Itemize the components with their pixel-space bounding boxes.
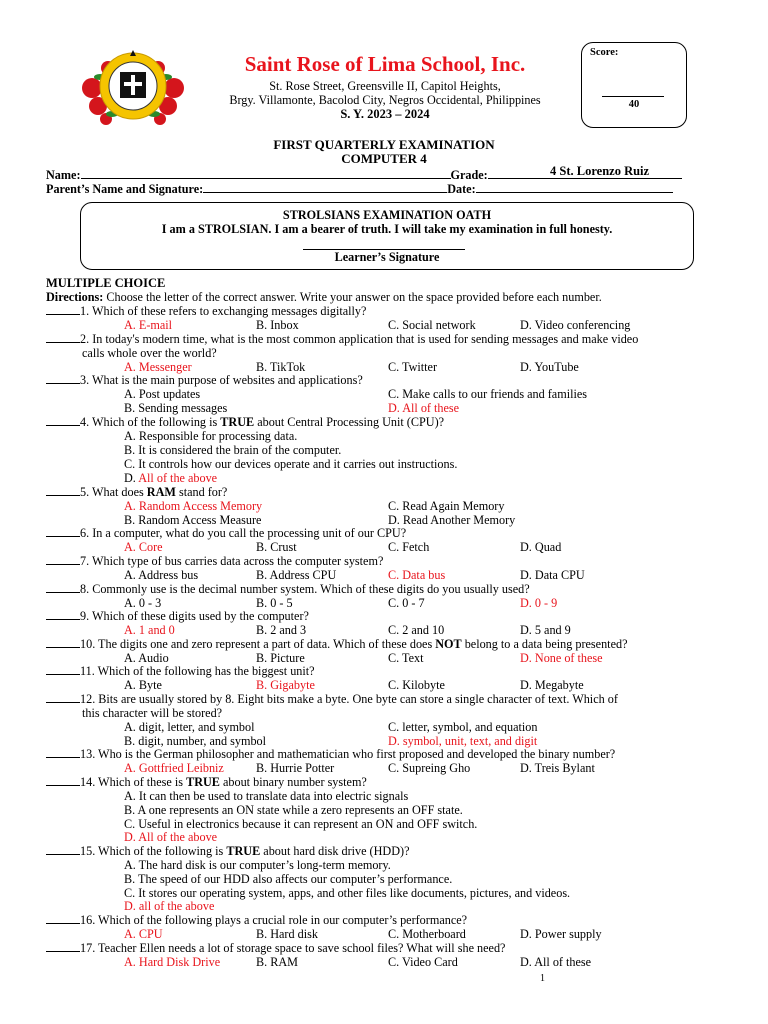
directions-label: Directions:: [46, 290, 104, 304]
option: D. 5 and 9: [520, 623, 571, 637]
answer-blank[interactable]: [46, 747, 80, 758]
school-logo: [78, 44, 188, 126]
directions-text: Choose the letter of the correct answer. Write your answer on the space provided before each number.: [103, 290, 602, 304]
option: A. Audio: [124, 651, 169, 665]
option: A. Hard Disk Drive: [124, 955, 221, 969]
answer-blank[interactable]: [46, 332, 80, 343]
date-label: Date:: [447, 182, 476, 196]
signature-label: Learner’s Signature: [334, 250, 440, 264]
option: C. letter, symbol, and equation: [388, 720, 538, 734]
option: D. Quad: [520, 540, 562, 554]
option: A. The hard disk is our computer’s long-term memory.: [124, 858, 391, 872]
option: A. E-mail: [124, 318, 173, 332]
option: C. It stores our operating system, apps, and other files like documents, pictures, and videos.: [124, 886, 571, 900]
option: C. Text: [388, 651, 424, 665]
question-17: 17. Teacher Ellen needs a lot of storage space to save school files? What will she need?: [46, 941, 505, 956]
option: D. All of the above: [124, 471, 218, 485]
question-12: 12. Bits are usually stored by 8. Eight bits make a byte. One byte can store a single character of text. Which of: [46, 692, 618, 707]
option: A. Responsible for processing data.: [124, 429, 298, 443]
option: C. Kilobyte: [388, 678, 445, 692]
question-4: 4. Which of the following is TRUE about Central Processing Unit (CPU)?: [46, 415, 444, 430]
name-field[interactable]: [81, 167, 451, 179]
option: A. 1 and 0: [124, 623, 175, 637]
score-box: [581, 42, 687, 128]
option: B. A one represents an ON state while a zero represents an OFF state.: [124, 803, 463, 817]
option: C. Supreing Gho: [388, 761, 471, 775]
option: D. symbol, unit, text, and digit: [388, 734, 538, 748]
option: D. Power supply: [520, 927, 602, 941]
question-10: 10. The digits one and zero represent a part of data. Which of these does NOT belong to a data being presented?: [46, 637, 627, 652]
name-label: Name:: [46, 168, 81, 182]
question-11: 11. Which of the following has the biggest unit?: [46, 664, 315, 679]
parent-row: [46, 181, 673, 197]
answer-blank[interactable]: [46, 373, 80, 384]
option: B. digit, number, and symbol: [124, 734, 267, 748]
parent-field[interactable]: [203, 181, 447, 193]
option: D. Treis Bylant: [520, 761, 595, 775]
option: B. RAM: [256, 955, 298, 969]
school-name: Saint Rose of Lima School, Inc.: [244, 52, 526, 76]
option: A. Messenger: [124, 360, 192, 374]
score-total: 40: [628, 99, 640, 110]
option: A. digit, letter, and symbol: [124, 720, 255, 734]
option: C. Video Card: [388, 955, 458, 969]
option: D. Video conferencing: [520, 318, 631, 332]
option: D. YouTube: [520, 360, 579, 374]
option: A. Address bus: [124, 568, 199, 582]
parent-label: Parent’s Name and Signature:: [46, 182, 204, 196]
option: B. It is considered the brain of the computer.: [124, 443, 342, 457]
question-9: 9. Which of these digits used by the computer?: [46, 609, 309, 624]
option: B. The speed of our HDD also affects our computer’s performance.: [124, 872, 453, 886]
question-8: 8. Commonly use is the decimal number system. Which of these digits do you usually used?: [46, 582, 530, 597]
option: A. Random Access Memory: [124, 499, 263, 513]
option: A. Core: [124, 540, 163, 554]
section-title: MULTIPLE CHOICE: [46, 276, 166, 290]
question-6: 6. In a computer, what do you call the processing unit of our CPU?: [46, 526, 406, 541]
option: B. Sending messages: [124, 401, 228, 415]
question-3: 3. What is the main purpose of websites and applications?: [46, 373, 363, 388]
option: B. Inbox: [256, 318, 299, 332]
option: C. Data bus: [388, 568, 446, 582]
option: D. Data CPU: [520, 568, 585, 582]
option: D. all of the above: [124, 899, 215, 913]
option: C. 2 and 10: [388, 623, 445, 637]
option: B. Crust: [256, 540, 297, 554]
question-continuation: this character will be stored?: [82, 706, 223, 720]
answer-blank[interactable]: [46, 485, 80, 496]
oath-text: I am a STROLSIAN. I am a bearer of truth. I will take my examination in full honesty.: [161, 222, 613, 236]
answer-blank[interactable]: [46, 637, 80, 648]
answer-blank[interactable]: [46, 415, 80, 426]
option: C. Fetch: [388, 540, 430, 554]
directions: [46, 290, 602, 305]
date-field[interactable]: [476, 181, 673, 193]
option: A. Gottfried Leibniz: [124, 761, 224, 775]
question-16: 16. Which of the following plays a crucial role in our computer’s performance?: [46, 913, 467, 928]
answer-blank[interactable]: [46, 692, 80, 703]
option: D. Read Another Memory: [388, 513, 516, 527]
answer-blank[interactable]: [46, 554, 80, 565]
option: A. Post updates: [124, 387, 201, 401]
question-5: 5. What does RAM stand for?: [46, 485, 227, 500]
exam-title: FIRST QUARTERLY EXAMINATION: [273, 137, 495, 152]
option: C. Motherboard: [388, 927, 466, 941]
option: D. All of the above: [124, 830, 218, 844]
option: B. 0 - 5: [256, 596, 293, 610]
answer-blank[interactable]: [46, 775, 80, 786]
answer-blank[interactable]: [46, 582, 80, 593]
question-14: 14. Which of these is TRUE about binary number system?: [46, 775, 367, 790]
option: D. All of these: [388, 401, 460, 415]
grade-label: Grade:: [450, 168, 488, 182]
page-number: 1: [540, 973, 545, 984]
option: A. 0 - 3: [124, 596, 162, 610]
answer-blank[interactable]: [46, 526, 80, 537]
option: D. All of these: [520, 955, 592, 969]
option: D. 0 - 9: [520, 596, 558, 610]
option: A. Byte: [124, 678, 162, 692]
school-year: S. Y. 2023 – 2024: [340, 107, 430, 121]
oath-box: [80, 202, 694, 270]
option: B. Hard disk: [256, 927, 318, 941]
question-15: 15. Which of the following is TRUE about hard disk drive (HDD)?: [46, 844, 410, 859]
address-line-1: St. Rose Street, Greensville II, Capitol Heights,: [269, 79, 501, 93]
option: D. Megabyte: [520, 678, 584, 692]
option: B. Gigabyte: [256, 678, 315, 692]
option: D. None of these: [520, 651, 603, 665]
question-continuation: calls whole over the world?: [82, 346, 217, 360]
option: C. Read Again Memory: [388, 499, 505, 513]
question-7: 7. Which type of bus carries data across the computer system?: [46, 554, 383, 569]
oath-title: STROLSIANS EXAMINATION OATH: [282, 208, 492, 222]
answer-blank[interactable]: [46, 941, 80, 952]
option: C. Useful in electronics because it can represent an ON and OFF switch.: [124, 817, 478, 831]
question-2: 2. In today's modern time, what is the most common application that is used for sending messages and make video: [46, 332, 638, 347]
score-label: Score:: [590, 47, 619, 58]
option: A. CPU: [124, 927, 163, 941]
option: C. 0 - 7: [388, 596, 425, 610]
score-line: [602, 96, 664, 97]
exam-subject: COMPUTER 4: [341, 151, 427, 166]
answer-blank[interactable]: [46, 913, 80, 924]
answer-blank[interactable]: [46, 304, 80, 315]
grade-value: 4 St. Lorenzo Ruiz: [550, 164, 650, 178]
option: C. Make calls to our friends and families: [388, 387, 588, 401]
question-13: 13. Who is the German philosopher and mathematician who first proposed and developed the binary number?: [46, 747, 615, 762]
option: B. Hurrie Potter: [256, 761, 335, 775]
option: B. 2 and 3: [256, 623, 307, 637]
option: B. Random Access Measure: [124, 513, 262, 527]
option: C. It controls how our devices operate and it carries out instructions.: [124, 457, 458, 471]
option: C. Social network: [388, 318, 476, 332]
option: B. TikTok: [256, 360, 306, 374]
answer-blank[interactable]: [46, 664, 80, 675]
address-line-2: Brgy. Villamonte, Bacolod City, Negros Occidental, Philippines: [229, 93, 541, 107]
answer-blank[interactable]: [46, 609, 80, 620]
option: A. It can then be used to translate data into electric signals: [124, 789, 409, 803]
option: C. Twitter: [388, 360, 438, 374]
answer-blank[interactable]: [46, 844, 80, 855]
option: B. Picture: [256, 651, 305, 665]
option: B. Address CPU: [256, 568, 337, 582]
question-1: 1. Which of these refers to exchanging messages digitally?: [46, 304, 366, 319]
